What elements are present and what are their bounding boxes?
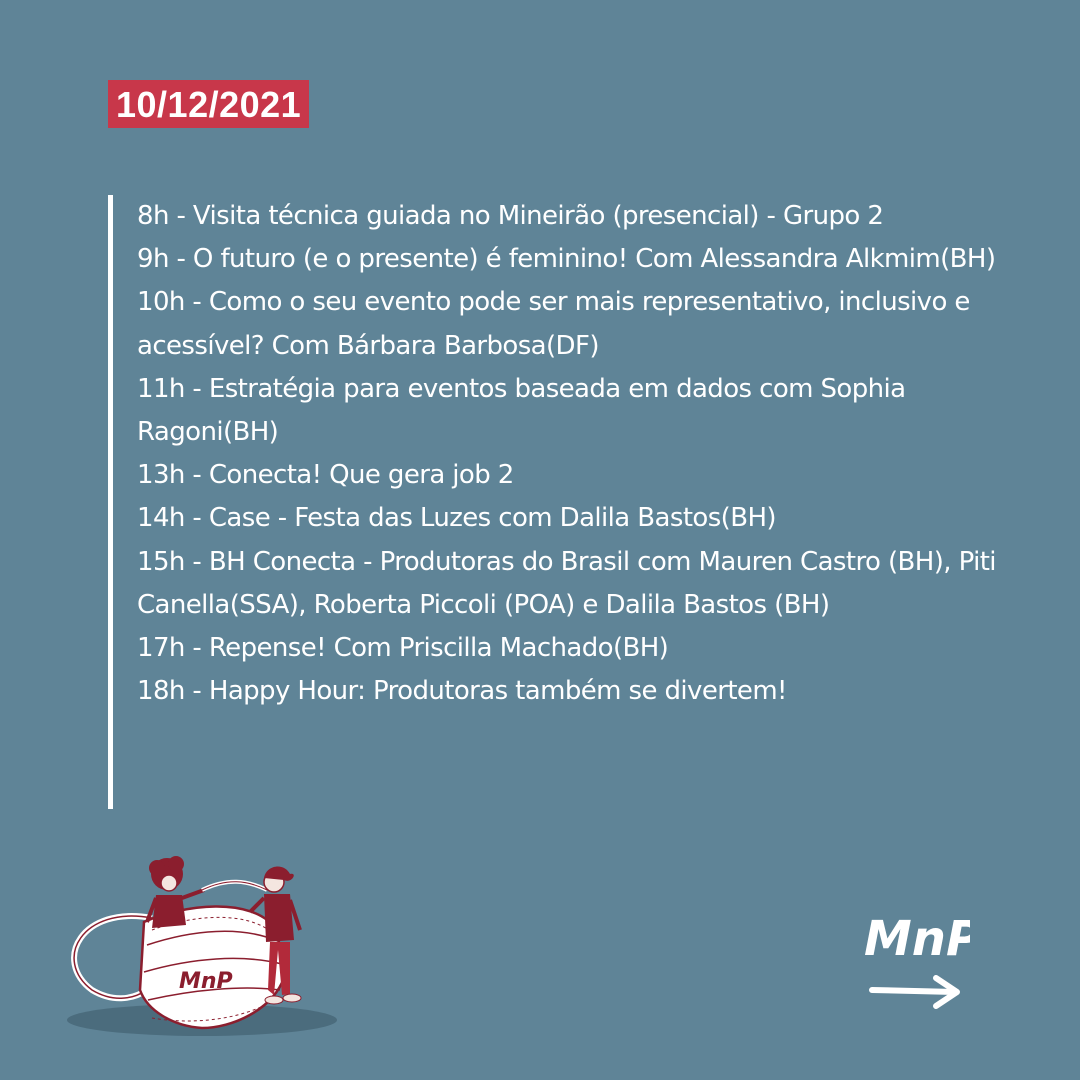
schedule-item: 17h - Repense! Com Priscilla Machado(BH) (137, 633, 669, 664)
schedule-item: 14h - Case - Festa das Luzes com Dalila Bastos(BH) (137, 503, 776, 534)
schedule-list (137, 195, 1028, 713)
schedule-item: 8h - Visita técnica guiada no Mineirão (presencial) - Grupo 2 (137, 201, 884, 231)
schedule-item: 15h - BH Conecta - Produtoras do Brasil com Mauren Castro (BH), Piti Canella(SSA), Roberta Piccoli (POA) e Dalila Bastos (BH) (137, 546, 996, 620)
schedule-item: 18h - Happy Hour: Produtoras também se divertem! (137, 676, 787, 707)
schedule-block (108, 195, 1028, 809)
schedule-item: 11h - Estratégia para eventos baseada em dados com Sophia Ragoni(BH) (137, 373, 906, 448)
brand-logo (860, 900, 970, 1019)
brand-logo-text: MnP (864, 911, 970, 967)
schedule-item: 10h - Como o seu evento pode ser mais representativo, inclusivo e acessível? Com Bárbara Barbosa(DF) (137, 287, 970, 361)
date-badge: 10/12/2021 (108, 80, 309, 128)
next-arrow-icon[interactable] (872, 978, 957, 1006)
schedule-item: 13h - Conecta! Que gera job 2 (137, 460, 514, 491)
schedule-item: 9h - O futuro (e o presente) é feminino! Com Alessandra Alkmim(BH) (137, 244, 996, 275)
mask-illustration (52, 850, 342, 1049)
mask-logo-text: MnP (179, 969, 233, 994)
